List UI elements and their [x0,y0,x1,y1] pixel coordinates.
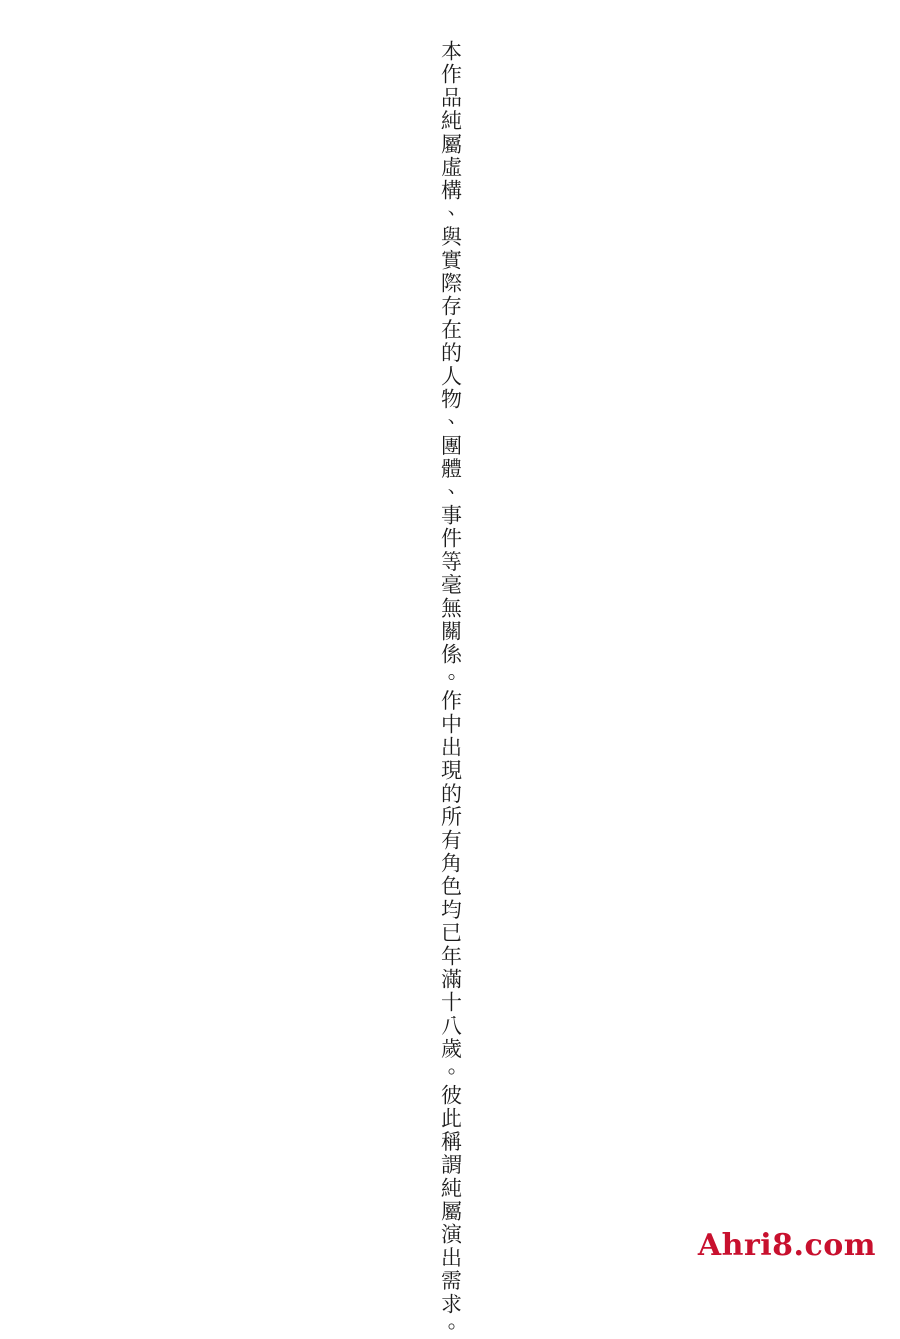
site-watermark: Ahri8.com [697,1228,876,1263]
disclaimer-text: 本作品純屬虛構、與實際存在的人物、團體、事件等毫無關係。作中出現的所有角色均已年滿十八歲。彼此稱謂純屬演出需求。 [438,40,463,1339]
